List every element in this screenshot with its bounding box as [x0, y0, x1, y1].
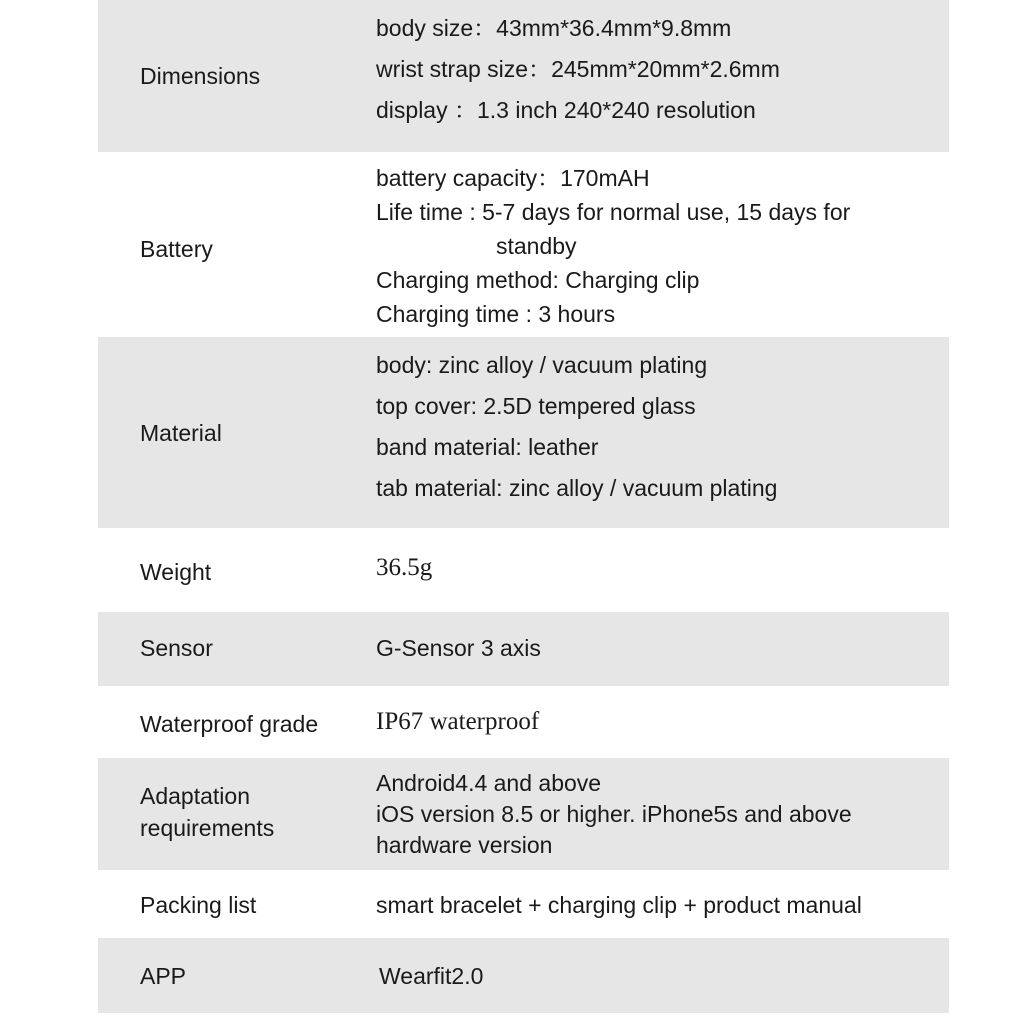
- spec-value-line: body: zinc alloy / vacuum plating: [376, 352, 708, 378]
- spec-row-material: [98, 337, 949, 528]
- spec-label-line: requirements: [140, 815, 275, 841]
- spec-value-line: smart bracelet + charging clip + product manual: [376, 892, 862, 918]
- spec-value: [376, 706, 539, 738]
- spec-label: Dimensions: [140, 63, 261, 89]
- spec-value-line: display ：1.3 inch 240*240 resolution: [376, 97, 756, 123]
- spec-row-battery: [98, 152, 949, 337]
- spec-value-line: hardware version: [376, 832, 553, 858]
- spec-value: [376, 632, 541, 664]
- spec-label: Waterproof grade: [140, 711, 319, 737]
- spec-value-line: Android4.4 and above: [376, 770, 602, 796]
- spec-value-line: wrist strap size：245mm*20mm*2.6mm: [376, 56, 780, 82]
- spec-value: [376, 768, 852, 861]
- spec-label: [140, 780, 274, 844]
- spec-table: [98, 0, 949, 1013]
- spec-value-line: IP67 waterproof: [376, 708, 540, 735]
- spec-value-line: Life time : 5-7 days for normal use, 15 days for: [376, 199, 851, 225]
- spec-label: Material: [140, 420, 222, 446]
- spec-label: Battery: [140, 236, 213, 262]
- spec-label-line: Adaptation: [140, 783, 250, 809]
- spec-value: [379, 960, 483, 992]
- spec-value-line: G-Sensor 3 axis: [376, 635, 541, 661]
- spec-row-dimensions: [98, 0, 949, 152]
- spec-label: Packing list: [140, 892, 257, 918]
- spec-label: APP: [140, 963, 187, 989]
- spec-value: [376, 345, 777, 509]
- spec-value: [376, 889, 862, 921]
- spec-value-line: standby: [496, 233, 577, 259]
- spec-value-line: tab material: zinc alloy / vacuum plating: [376, 475, 778, 501]
- spec-row-packing-list: [98, 870, 949, 938]
- spec-value-line: Charging method: Charging clip: [376, 267, 700, 293]
- spec-value: [376, 161, 850, 331]
- spec-label: Weight: [140, 559, 212, 585]
- spec-value-line: Charging time : 3 hours: [376, 301, 616, 327]
- spec-value-line: top cover: 2.5D tempered glass: [376, 393, 696, 419]
- spec-row-waterproof: [98, 686, 949, 758]
- spec-row-app: [98, 938, 949, 1013]
- spec-value-line: battery capacity：170mAH: [376, 165, 650, 191]
- spec-value-line: iOS version 8.5 or higher. iPhone5s and above: [376, 801, 852, 827]
- spec-row-weight: [98, 528, 949, 612]
- spec-row-adaptation: [98, 758, 949, 870]
- spec-value-line: 36.5g: [376, 554, 433, 581]
- spec-value-line: body size：43mm*36.4mm*9.8mm: [376, 15, 732, 41]
- spec-value-line: Wearfit2.0: [379, 963, 484, 989]
- spec-value: [376, 552, 432, 584]
- spec-row-sensor: [98, 612, 949, 686]
- spec-value-line: band material: leather: [376, 434, 599, 460]
- spec-value: [376, 8, 780, 131]
- spec-label: Sensor: [140, 635, 213, 661]
